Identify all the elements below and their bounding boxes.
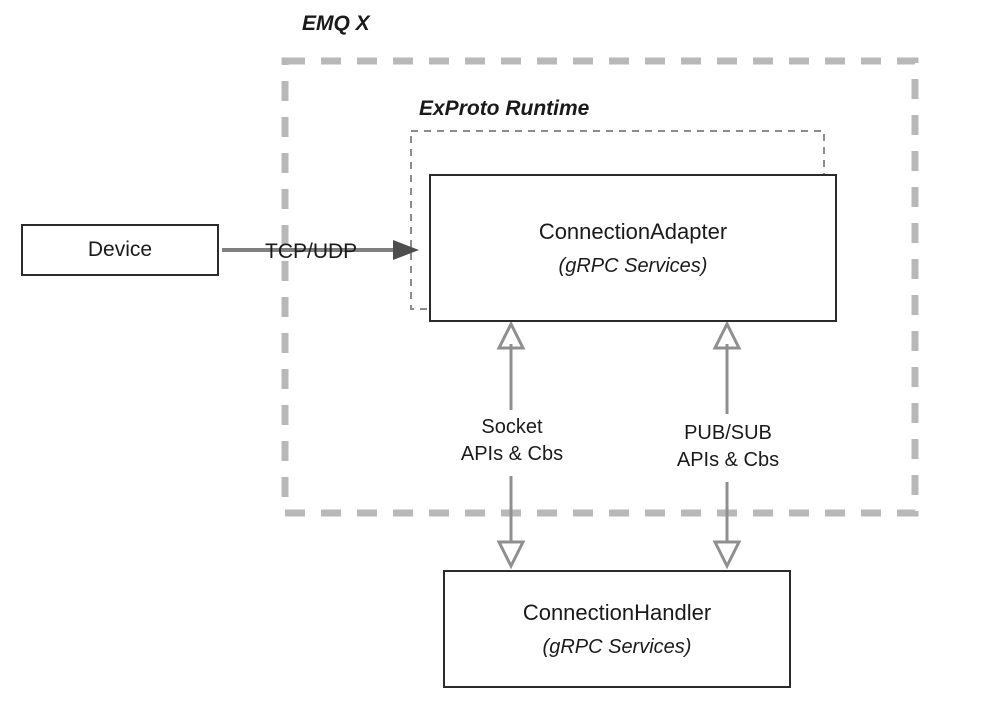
node-connection-adapter-title: ConnectionAdapter <box>538 219 728 245</box>
edge-label-tcp-udp: TCP/UDP <box>265 240 358 263</box>
edge-label-socket-apis-line2: APIs & Cbs <box>460 443 564 465</box>
node-connection-handler-title: ConnectionHandler <box>522 600 712 626</box>
node-device <box>21 224 219 276</box>
edge-label-pubsub-apis-line2: APIs & Cbs <box>676 449 780 471</box>
node-device-title: Device <box>87 238 153 262</box>
edge-label-pubsub-apis-line1: PUB/SUB <box>684 422 772 444</box>
node-connection-adapter <box>429 174 837 322</box>
edge-label-pubsub-apis <box>663 420 793 474</box>
pubsub-apis-arrowhead-down <box>715 542 739 566</box>
node-connection-handler-subtitle: (gRPC Services) <box>542 635 692 658</box>
node-connection-adapter-subtitle: (gRPC Services) <box>558 254 708 277</box>
device-to-adapter-arrowhead <box>393 240 419 260</box>
exproto-group-label: ExProto Runtime <box>419 97 590 120</box>
edge-label-socket-apis <box>452 414 572 468</box>
edge-label-socket-apis-line1: Socket <box>481 416 543 438</box>
node-connection-handler <box>443 570 791 688</box>
emqx-group-label: EMQ X <box>302 12 370 35</box>
socket-apis-arrowhead-down <box>499 542 523 566</box>
